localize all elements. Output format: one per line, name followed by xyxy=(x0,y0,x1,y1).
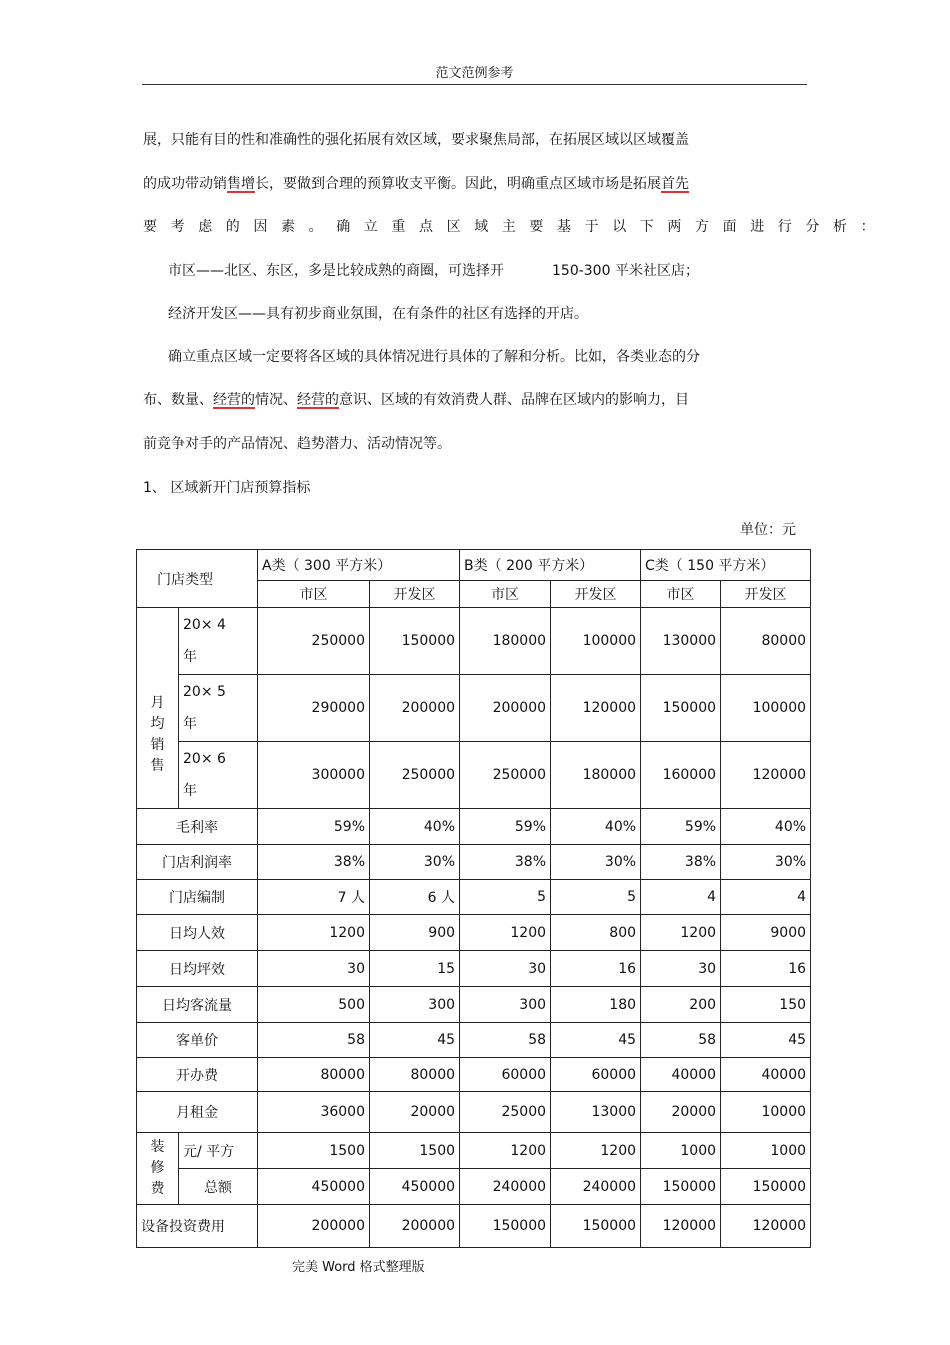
value-cell: 1000 xyxy=(721,1133,811,1169)
value-cell: 800 xyxy=(551,915,641,951)
sub-header-city: 市区 xyxy=(641,581,721,608)
value-cell: 250000 xyxy=(460,742,551,809)
value-cell: 5 xyxy=(551,880,641,915)
value-cell: 300 xyxy=(370,987,460,1023)
value-cell: 100000 xyxy=(551,608,641,675)
value-cell: 4 xyxy=(641,880,721,915)
value-cell: 45 xyxy=(370,1023,460,1058)
value-cell: 58 xyxy=(258,1023,370,1058)
value-cell: 500 xyxy=(258,987,370,1023)
value-cell: 58 xyxy=(460,1023,551,1058)
value-cell: 40% xyxy=(551,809,641,845)
value-cell: 80000 xyxy=(258,1058,370,1092)
table-row xyxy=(137,951,811,987)
value-cell: 300000 xyxy=(258,742,370,809)
value-cell: 240000 xyxy=(460,1169,551,1205)
row-label: 门店利润率 xyxy=(137,845,258,880)
value-cell: 59% xyxy=(460,809,551,845)
value-cell: 180000 xyxy=(460,608,551,675)
value-cell: 450000 xyxy=(370,1169,460,1205)
row-label: 门店编制 xyxy=(137,880,258,915)
value-cell: 1000 xyxy=(641,1133,721,1169)
value-cell: 250000 xyxy=(370,742,460,809)
value-cell: 200000 xyxy=(258,1205,370,1248)
table-row xyxy=(137,1205,811,1248)
value-cell: 1200 xyxy=(258,915,370,951)
page-header: 范文范例参考 xyxy=(435,66,514,81)
paragraph-line: 要考虑的因素。确立重点区域主要基于以下两方面进行分析： xyxy=(143,219,889,235)
value-cell: 40000 xyxy=(721,1058,811,1092)
category-header: B类（ 200 平方米） xyxy=(460,550,641,581)
decoration-sub-label: 元/ 平方 xyxy=(179,1133,258,1169)
value-cell: 1200 xyxy=(551,1133,641,1169)
value-cell: 150000 xyxy=(641,675,721,742)
value-cell: 120000 xyxy=(721,1205,811,1248)
value-cell: 36000 xyxy=(258,1092,370,1133)
table-row xyxy=(137,1058,811,1092)
year-label: 20× 5 年 xyxy=(179,675,258,742)
value-cell: 200 xyxy=(641,987,721,1023)
paragraph-line: 的成功带动销售增长，要做到合理的预算收支平衡。因此，明确重点区域市场是拓展首先 xyxy=(143,176,689,192)
value-cell: 30% xyxy=(370,845,460,880)
unit-label: 单位：元 xyxy=(740,522,796,538)
row-label: 毛利率 xyxy=(137,809,258,845)
value-cell: 250000 xyxy=(258,608,370,675)
value-cell: 1200 xyxy=(460,915,551,951)
value-cell: 150000 xyxy=(370,608,460,675)
value-cell: 40% xyxy=(370,809,460,845)
value-cell: 40000 xyxy=(641,1058,721,1092)
table-row xyxy=(137,1092,811,1133)
row-label: 日均坪效 xyxy=(137,951,258,987)
value-cell: 1200 xyxy=(641,915,721,951)
paragraph-line: 市区——北区、东区，多是比较成熟的商圈，可选择开 150-300 平米社区店； xyxy=(168,263,699,279)
value-cell: 38% xyxy=(460,845,551,880)
page-footer: 完美 Word 格式整理版 xyxy=(292,1260,425,1275)
table-row xyxy=(137,987,811,1023)
paragraph-line: 确立重点区域一定要将各区域的具体情况进行具体的了解和分析。比如，各类业态的分 xyxy=(168,349,700,365)
value-cell: 7 人 xyxy=(258,880,370,915)
value-cell: 150000 xyxy=(641,1169,721,1205)
row-label: 开办费 xyxy=(137,1058,258,1092)
store-type-header: 门店类型 xyxy=(137,550,258,608)
value-cell: 100000 xyxy=(721,675,811,742)
value-cell: 4 xyxy=(721,880,811,915)
sub-header-city: 市区 xyxy=(258,581,370,608)
value-cell: 6 人 xyxy=(370,880,460,915)
row-label: 日均客流量 xyxy=(137,987,258,1023)
value-cell: 80000 xyxy=(721,608,811,675)
value-cell: 5 xyxy=(460,880,551,915)
value-cell: 300 xyxy=(460,987,551,1023)
value-cell: 150 xyxy=(721,987,811,1023)
value-cell: 1500 xyxy=(258,1133,370,1169)
table-row xyxy=(137,809,811,845)
table-row xyxy=(137,845,811,880)
value-cell: 200000 xyxy=(370,675,460,742)
year-label: 20× 4 年 xyxy=(179,608,258,675)
value-cell: 40% xyxy=(721,809,811,845)
row-label: 设备投资费用 xyxy=(137,1205,258,1248)
paragraph-line: 前竞争对手的产品情况、趋势潜力、活动情况等。 xyxy=(143,436,451,452)
section-title: 1、 区域新开门店预算指标 xyxy=(143,480,311,496)
value-cell: 30% xyxy=(721,845,811,880)
table-row xyxy=(137,1169,811,1205)
sub-header-dev: 开发区 xyxy=(551,581,641,608)
sub-header-city: 市区 xyxy=(460,581,551,608)
row-label: 月租金 xyxy=(137,1092,258,1133)
value-cell: 450000 xyxy=(258,1169,370,1205)
value-cell: 13000 xyxy=(551,1092,641,1133)
value-cell: 15 xyxy=(370,951,460,987)
budget-table xyxy=(136,549,811,1248)
value-cell: 200000 xyxy=(370,1205,460,1248)
value-cell: 59% xyxy=(641,809,721,845)
value-cell: 130000 xyxy=(641,608,721,675)
value-cell: 58 xyxy=(641,1023,721,1058)
value-cell: 9000 xyxy=(721,915,811,951)
sub-header-dev: 开发区 xyxy=(721,581,811,608)
decoration-label: 装 修 费 xyxy=(137,1133,179,1205)
value-cell: 900 xyxy=(370,915,460,951)
table-row xyxy=(137,1133,811,1169)
value-cell: 120000 xyxy=(641,1205,721,1248)
value-cell: 45 xyxy=(551,1023,641,1058)
value-cell: 20000 xyxy=(370,1092,460,1133)
paragraph-line: 经济开发区——具有初步商业氛围，在有条件的社区有选择的开店。 xyxy=(168,306,588,322)
category-header: A类（ 300 平方米） xyxy=(258,550,460,581)
decoration-sub-label: 总额 xyxy=(179,1169,258,1205)
row-label: 日均人效 xyxy=(137,915,258,951)
value-cell: 30 xyxy=(258,951,370,987)
sub-header-dev: 开发区 xyxy=(370,581,460,608)
value-cell: 160000 xyxy=(641,742,721,809)
value-cell: 200000 xyxy=(460,675,551,742)
value-cell: 60000 xyxy=(460,1058,551,1092)
table-row xyxy=(137,880,811,915)
value-cell: 150000 xyxy=(721,1169,811,1205)
value-cell: 290000 xyxy=(258,675,370,742)
value-cell: 240000 xyxy=(551,1169,641,1205)
value-cell: 45 xyxy=(721,1023,811,1058)
value-cell: 30 xyxy=(641,951,721,987)
value-cell: 10000 xyxy=(721,1092,811,1133)
table-row xyxy=(137,675,811,742)
value-cell: 59% xyxy=(258,809,370,845)
value-cell: 150000 xyxy=(460,1205,551,1248)
value-cell: 30% xyxy=(551,845,641,880)
value-cell: 120000 xyxy=(721,742,811,809)
category-header: C类（ 150 平方米） xyxy=(641,550,811,581)
value-cell: 60000 xyxy=(551,1058,641,1092)
value-cell: 1500 xyxy=(370,1133,460,1169)
table-row xyxy=(137,608,811,675)
value-cell: 25000 xyxy=(460,1092,551,1133)
value-cell: 180000 xyxy=(551,742,641,809)
value-cell: 16 xyxy=(551,951,641,987)
value-cell: 38% xyxy=(641,845,721,880)
table-row xyxy=(137,742,811,809)
table-row xyxy=(137,915,811,951)
value-cell: 120000 xyxy=(551,675,641,742)
value-cell: 16 xyxy=(721,951,811,987)
value-cell: 38% xyxy=(258,845,370,880)
value-cell: 150000 xyxy=(551,1205,641,1248)
year-label: 20× 6 年 xyxy=(179,742,258,809)
header-divider xyxy=(142,84,807,85)
paragraph-line: 展，只能有目的性和准确性的强化拓展有效区域，要求聚焦局部，在拓展区域以区域覆盖 xyxy=(143,132,689,148)
table-row xyxy=(137,550,811,581)
table-row xyxy=(137,1023,811,1058)
value-cell: 20000 xyxy=(641,1092,721,1133)
monthly-sales-label: 月 均 销 售 xyxy=(137,608,179,809)
value-cell: 80000 xyxy=(370,1058,460,1092)
value-cell: 30 xyxy=(460,951,551,987)
value-cell: 180 xyxy=(551,987,641,1023)
row-label: 客单价 xyxy=(137,1023,258,1058)
value-cell: 1200 xyxy=(460,1133,551,1169)
paragraph-line: 布、数量、经营的情况、经营的意识、区域的有效消费人群、品牌在区域内的影响力，目 xyxy=(143,392,689,408)
